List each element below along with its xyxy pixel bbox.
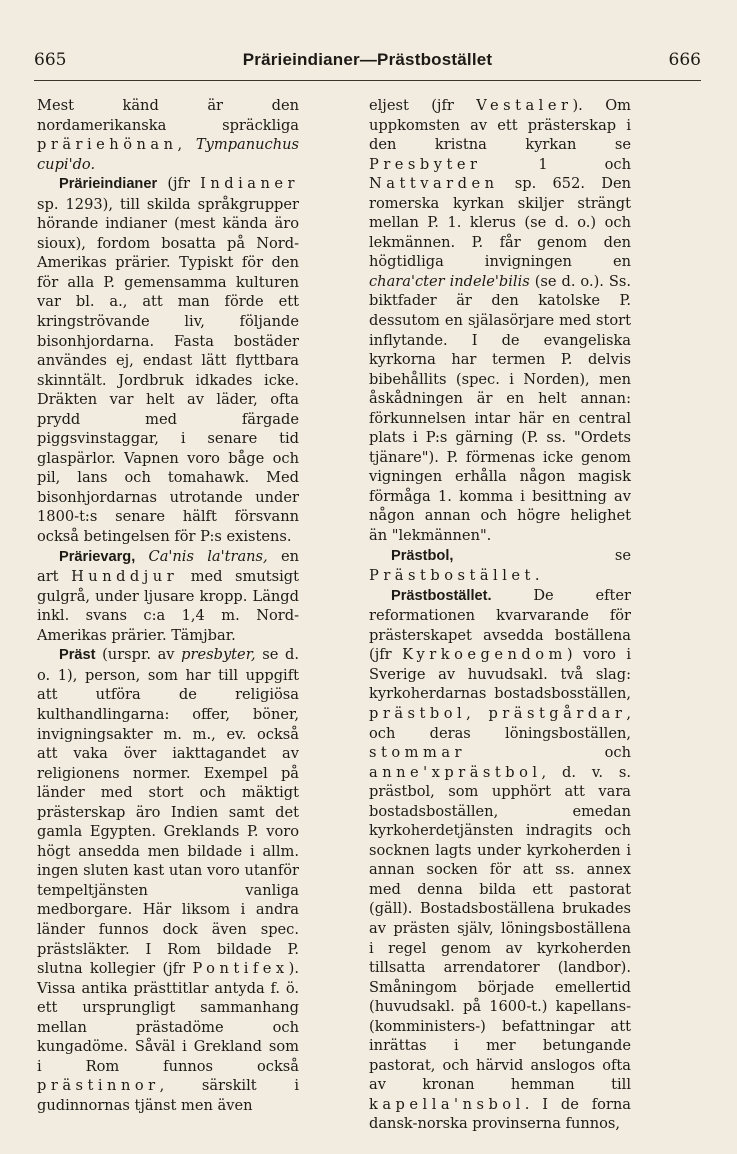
text-run: ). Vissa antika prästtitlar antyda f. ö. ett ursprungligt sammanhang mellan prästadöme och kungadöme. Såväl i Grekland som i Rom funnos också bbox=[37, 960, 299, 1075]
spaced-reference: Hunddjur bbox=[71, 568, 179, 586]
text-run: och bbox=[466, 744, 631, 762]
text-run: sp. 1293), till skilda språkgrupper hörande indianer (mest kända äro sioux), fordom bosatta på Nord-Amerikas prärier. Typiskt för den för alla P. gemensamma kulturen var bl. a., att man förde ett kringströvande liv, följande bisonhjordarna. Fasta bostäder användes ej, endast lätt flyttbara skinntält. Jordbruk idkades icke. Dräkten var helt av läder, ofta prydd med färgade piggsvinstaggar, i senare tid glaspärlor. Vapnen voro båge och pil, lans och tomahawk. Med bisonhjordarnas utrotande under 1800-t:s senare hälft försvann också betingelsen för P:s existens. bbox=[37, 195, 299, 546]
spaced-reference: prästinnor bbox=[37, 1077, 160, 1095]
spaced-reference: Presbyter bbox=[369, 155, 482, 173]
spaced-reference: anne'xprästbol bbox=[369, 763, 542, 781]
text-run: sp. 652. Den romerska kyrkan skiljer strängt mellan P. 1. klerus (se d. o.) och lekmännen. P. får genom den högtidliga invigningen en bbox=[369, 175, 631, 271]
entry-headword: Prärieindianer bbox=[59, 176, 158, 193]
left-column bbox=[37, 96, 299, 1115]
text-run: (se d. o.). Ss. biktfader är den katolske P. dessutom en själasörjare med stort inflytande. I de evangeliska kyrkorna har termen P. delvis bibehållits (spec. i Norden), men åskådningen är en helt annan: förkunnelsen intar här en central plats i P:s gärning (P. ss. "Ordets tjänare"). P. förmenas icke genom vigningen erhålla någon magisk förmåga 1. komma i besittning av någon annan och högre helighet än "lekmännen". bbox=[369, 272, 631, 545]
entry-headword: Prästbostället. bbox=[391, 587, 492, 604]
spaced-reference: Prästbostället bbox=[369, 567, 535, 585]
italic-term: chara'cter indele'bilis bbox=[369, 272, 530, 290]
lexicon-entry bbox=[37, 174, 299, 546]
continued-paragraph bbox=[37, 96, 299, 174]
spaced-reference: kapella'nsbol bbox=[369, 1095, 525, 1113]
text-run: (jfr bbox=[157, 175, 201, 193]
text-run: en art bbox=[37, 547, 299, 586]
text-run: eljest (jfr bbox=[369, 97, 477, 114]
lexicon-entry bbox=[37, 547, 299, 646]
page-number-right: 666 bbox=[668, 50, 701, 70]
lexicon-entry bbox=[369, 546, 631, 586]
text-run: . bbox=[534, 567, 540, 585]
text-run: , och deras löningsboställen, bbox=[369, 704, 631, 742]
spaced-reference: Vestaler bbox=[476, 97, 573, 114]
text-run: Mest känd är den nordamerikanska spräckliga bbox=[37, 97, 299, 134]
italic-term: presbyter, bbox=[181, 646, 256, 664]
lexicon-entry bbox=[37, 645, 299, 1115]
entry-headword: Prärievarg, bbox=[59, 548, 136, 565]
spaced-reference: präriehönan bbox=[37, 136, 178, 154]
text-run: ). Om uppkomsten av ett prästerskap i den kristna kyrkan se bbox=[369, 97, 631, 154]
page-header bbox=[34, 50, 701, 76]
text-run: ) voro i Sverige av huvudsakl. två slag: kyrkoherdarnas bostadsbosställen, bbox=[369, 646, 631, 703]
text-run: , d. v. s. prästbol, som upphört att vara bostadsboställen, emedan kyrkoherdetjänsten indragits och socknen lagts under kyrkoherden i annan socken för att ss. annex med denna bilda ett pastorat (gäll). Bostadsboställena brukades av prästen själv, löningsboställena i regel genom av kyrkoherden tillsatta arrendatorer (landbor). Småningom började emellertid (huvudsakl. på 1600-t.) kapellans- (komministers-) befattningar att inrättas i mer betungande pastorat, och härvid anslogos ofta av kronan hemman till bbox=[369, 763, 631, 1094]
text-run bbox=[135, 548, 148, 565]
spaced-reference: Kyrkoegendom bbox=[402, 646, 567, 664]
text-run: De efter reformationen kvarvarande för prästerskapet avsedda boställena (jfr bbox=[369, 586, 631, 664]
spaced-reference: Indianer bbox=[200, 175, 299, 193]
text-run: med smutsigt gulgrå, under ljusare kropp. Längd inkl. svans c:a 1,4 m. Nord-Amerikas prärier. Tämjbar. bbox=[37, 568, 299, 644]
text-run: se bbox=[453, 546, 631, 564]
spaced-reference: Nattvarden bbox=[369, 175, 499, 193]
spaced-reference: prästgårdar bbox=[488, 704, 627, 722]
text-run: , bbox=[177, 136, 196, 154]
header-rule bbox=[34, 80, 701, 81]
italic-term: Ca'nis la'trans, bbox=[148, 547, 268, 565]
spaced-reference: stommar bbox=[369, 744, 466, 762]
continued-paragraph bbox=[369, 96, 631, 546]
text-run: , bbox=[466, 704, 489, 722]
text-run: 1 och bbox=[481, 155, 631, 173]
text-run: , särskilt i gudinnornas tjänst men även bbox=[37, 1077, 299, 1114]
page-number-left: 665 bbox=[34, 50, 67, 70]
text-run: . I de forna dansk-norska provinserna funnos, bbox=[369, 1095, 631, 1133]
running-title: Prärieindianer—Prästbostället bbox=[242, 50, 493, 69]
italic-term: Tympanuchus cupi'do. bbox=[37, 136, 299, 173]
right-column bbox=[369, 96, 631, 1134]
text-run: se d. o. 1), person, som har till uppgift att utföra de religiösa kulthandlingarna: offer, böner, invigningsakter m. m., ev. också att vaka över iakttagandet av religionens normer. Exempel på länder med stort och mäktigt prästerskap äro Indien samt det gamla Egypten. Greklands P. voro högt ansedda men bildade i allm. ingen sluten kast utan voro utanför tempeltjänsten vanliga medborgare. Här liksom i andra länder funnos dock även spec. prästsläkter. I Rom bildade P. slutna kollegier (jfr bbox=[37, 646, 299, 978]
entry-headword: Präst bbox=[59, 647, 96, 664]
spaced-reference: Pontifex bbox=[192, 960, 289, 978]
entry-headword: Prästbol, bbox=[391, 547, 454, 564]
text-run: (urspr. av bbox=[95, 646, 182, 664]
spaced-reference: prästbol bbox=[369, 704, 467, 722]
lexicon-entry bbox=[369, 586, 631, 1134]
